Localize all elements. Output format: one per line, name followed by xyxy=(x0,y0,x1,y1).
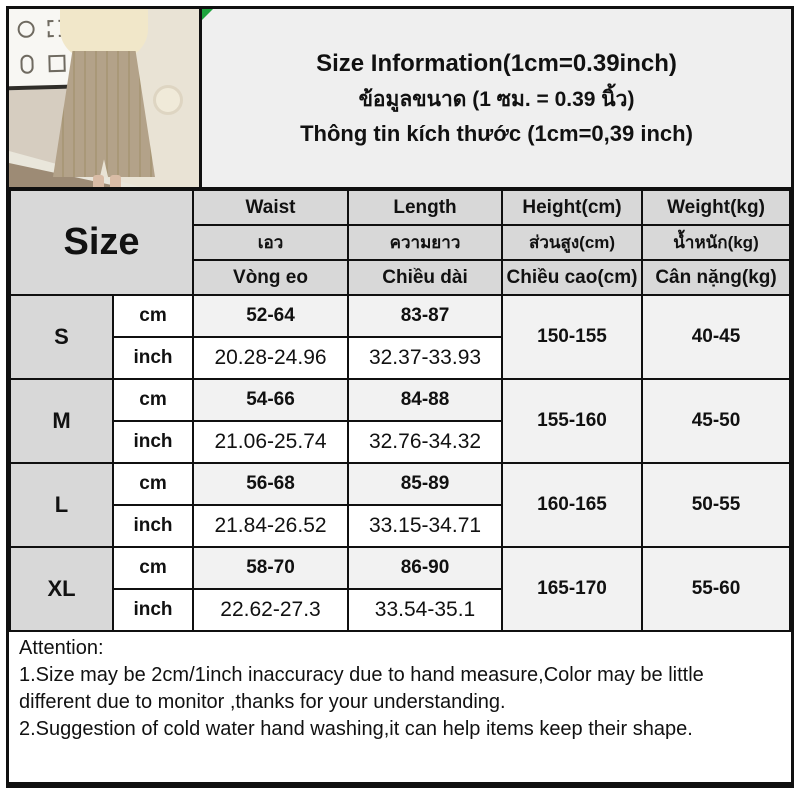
col-header-waist-th: เอว xyxy=(193,225,348,260)
unit-inch: inch xyxy=(113,505,193,547)
size-label-xl: XL xyxy=(10,547,113,631)
poster-sketch-icon xyxy=(17,20,34,37)
s-length-inch: 32.37-33.93 xyxy=(348,337,502,379)
title-thai: ข้อมูลขนาด (1 ซม. = 0.39 นิ้ว) xyxy=(358,87,635,111)
unit-inch: inch xyxy=(113,337,193,379)
m-waist-inch: 21.06-25.74 xyxy=(193,421,348,463)
table-row-s-cm xyxy=(10,295,790,337)
xl-length-inch: 33.54-35.1 xyxy=(348,589,502,631)
s-weight: 40-45 xyxy=(642,295,790,379)
size-table-header xyxy=(10,190,790,295)
xl-waist-cm: 58-70 xyxy=(193,547,348,589)
m-weight: 45-50 xyxy=(642,379,790,463)
size-table xyxy=(9,189,791,632)
poster-sketch-icon xyxy=(48,54,65,71)
size-label-l: L xyxy=(10,463,113,547)
size-label-s: S xyxy=(10,295,113,379)
xl-length-cm: 86-90 xyxy=(348,547,502,589)
s-length-cm: 83-87 xyxy=(348,295,502,337)
unit-inch: inch xyxy=(113,589,193,631)
s-height: 150-155 xyxy=(502,295,642,379)
size-chart-sheet xyxy=(6,6,794,788)
s-waist-inch: 20.28-24.96 xyxy=(193,337,348,379)
unit-cm: cm xyxy=(113,379,193,421)
table-row-xl-cm xyxy=(10,547,790,589)
green-corner-marker xyxy=(202,9,213,20)
title-english: Size Information(1cm=0.39inch) xyxy=(316,49,677,77)
table-row-m-cm xyxy=(10,379,790,421)
xl-waist-inch: 22.62-27.3 xyxy=(193,589,348,631)
size-label-m: M xyxy=(10,379,113,463)
attention-heading: Attention: xyxy=(19,637,104,659)
s-waist-cm: 52-64 xyxy=(193,295,348,337)
m-height: 155-160 xyxy=(502,379,642,463)
attention-notes xyxy=(9,632,791,782)
wall-clock xyxy=(153,85,183,115)
unit-cm: cm xyxy=(113,463,193,505)
title-vietnamese: Thông tin kích thước (1cm=0,39 inch) xyxy=(300,120,693,146)
m-length-inch: 32.76-34.32 xyxy=(348,421,502,463)
col-header-weight-en: Weight(kg) xyxy=(642,190,790,225)
unit-inch: inch xyxy=(113,421,193,463)
col-header-length-th: ความยาว xyxy=(348,225,502,260)
product-photo xyxy=(9,9,202,187)
l-weight: 50-55 xyxy=(642,463,790,547)
col-header-waist-en: Waist xyxy=(193,190,348,225)
l-length-cm: 85-89 xyxy=(348,463,502,505)
poster-sketch-icon xyxy=(20,54,33,73)
title-area xyxy=(202,9,791,187)
l-waist-inch: 21.84-26.52 xyxy=(193,505,348,547)
attention-note-1: 1.Size may be 2cm/1inch inaccuracy due to hand measure,Color may be little different due to monitor ,thanks for your understanding. xyxy=(19,664,704,713)
top-block xyxy=(9,9,791,189)
col-header-height-en: Height(cm) xyxy=(502,190,642,225)
header-row-en xyxy=(10,190,790,225)
col-header-weight-th: น้ำหนัก(kg) xyxy=(642,225,790,260)
attention-note-2: 2.Suggestion of cold water hand washing,it can help items keep their shape. xyxy=(19,718,693,740)
col-header-length-vi: Chiều dài xyxy=(348,260,502,295)
col-header-weight-vi: Cân nặng(kg) xyxy=(642,260,790,295)
unit-cm: cm xyxy=(113,295,193,337)
model-foot xyxy=(93,175,104,187)
l-waist-cm: 56-68 xyxy=(193,463,348,505)
l-length-inch: 33.15-34.71 xyxy=(348,505,502,547)
xl-weight: 55-60 xyxy=(642,547,790,631)
l-height: 160-165 xyxy=(502,463,642,547)
unit-cm: cm xyxy=(113,547,193,589)
xl-height: 165-170 xyxy=(502,547,642,631)
m-length-cm: 84-88 xyxy=(348,379,502,421)
col-header-height-vi: Chiều cao(cm) xyxy=(502,260,642,295)
m-waist-cm: 54-66 xyxy=(193,379,348,421)
model-foot xyxy=(110,175,121,187)
size-header-cell: Size xyxy=(10,190,193,295)
table-row-l-cm xyxy=(10,463,790,505)
col-header-waist-vi: Vòng eo xyxy=(193,260,348,295)
col-header-height-th: ส่วนสูง(cm) xyxy=(502,225,642,260)
col-header-length-en: Length xyxy=(348,190,502,225)
